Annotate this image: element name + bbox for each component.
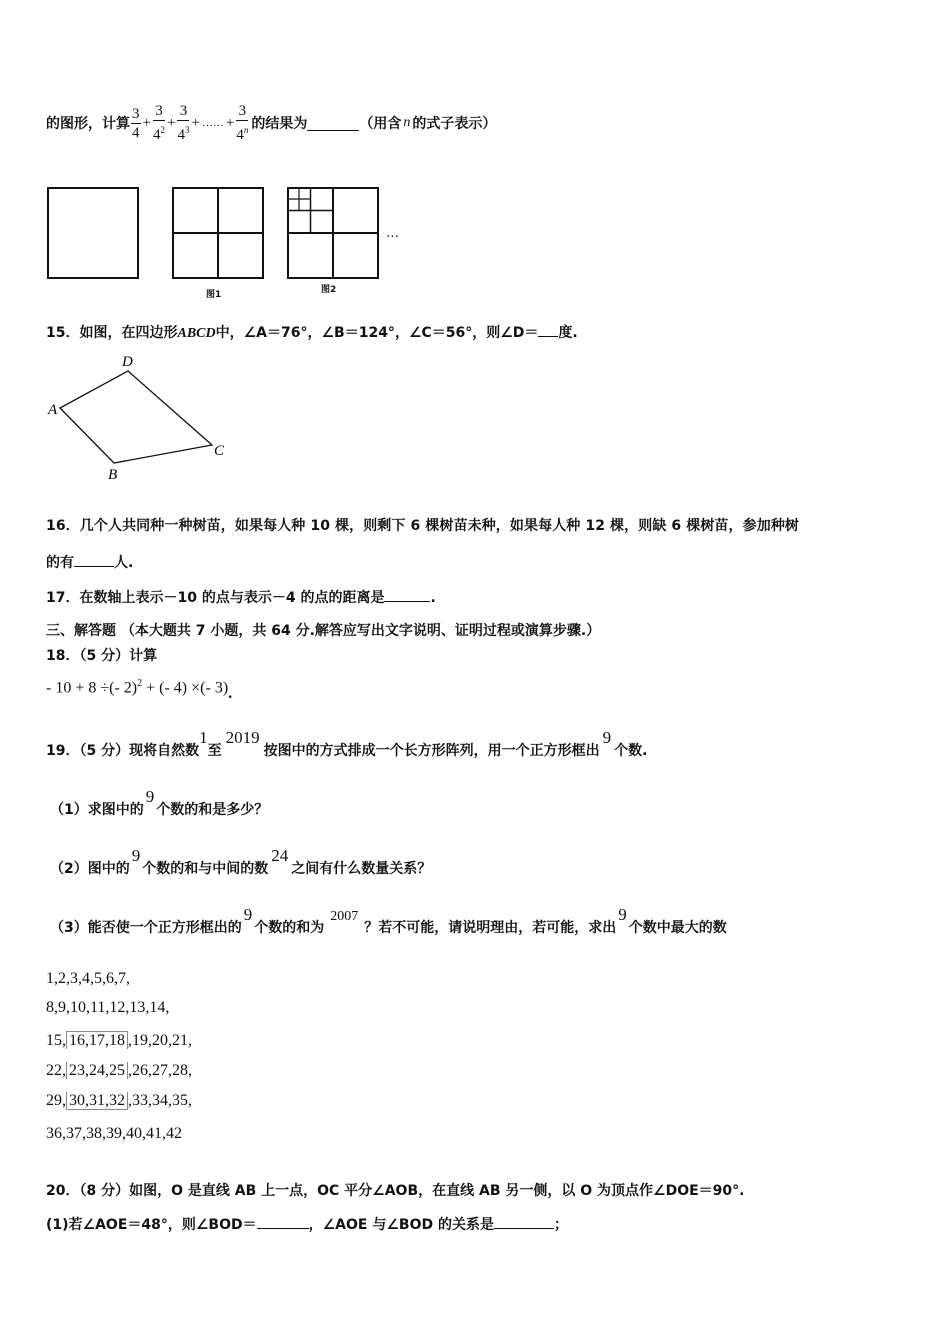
q16-line-1: 16．几个人共同种一种树苗，如果每人种 10 棵，则剩下 6 棵树苗未种，如果每人种 12 棵，则缺 6 棵树苗，参加种树 — [46, 518, 800, 534]
array-row-6: 36,37,38,39,40,41,42 — [46, 1125, 182, 1142]
angle-c: ∠C＝56° — [408, 325, 473, 341]
figure-caption-1: 图1 — [206, 290, 222, 300]
q14-answer-blank — [307, 116, 359, 131]
q20-relation-blank — [494, 1214, 554, 1229]
vertex-label-c: C — [214, 443, 225, 459]
fraction-2: $\frac{3}{4^2}$ — [152, 103, 165, 143]
figure-continuation-dots: … — [386, 226, 399, 241]
array-row-3: 15, 16,17,18 ,19,20,21, — [46, 1032, 192, 1049]
q15-line: 15．如图，在四边形ABCD中，∠A＝76°，∠B＝124°，∠C＝56°，则∠D＝ 度. — [46, 322, 578, 342]
array-row-1: 1,2,3,4,5,6,7, — [46, 970, 130, 987]
q19-part-1: （1）求图中的9个数的和是多少？ — [50, 787, 269, 818]
array-row-5: 29, 30,31,32 ,33,34,35, — [46, 1092, 192, 1109]
q20-part-1: (1)若∠AOE＝48°，则∠BOD＝ ，∠AOE 与∠BOD 的关系是 ； — [46, 1214, 568, 1234]
angle-a: ∠A＝76° — [243, 325, 308, 341]
q19-part-2: （2）图中的9个数的和与中间的数24之间有什么数量关系？ — [50, 846, 432, 877]
vertex-label-a: A — [48, 402, 58, 418]
number-2007: 2007 — [330, 909, 359, 924]
framed-numbers-row-3: 30,31,32 — [66, 1092, 128, 1110]
q17-line: 17．在数轴上表示－10 的点与表示－4 的点的距离是 . — [46, 587, 436, 607]
section-3-heading: 三、解答题 （本大题共 7 小题，共 64 分.解答应写出文字说明、证明过程或演算步骤.） — [46, 623, 601, 639]
q14-squares-figure — [40, 182, 420, 304]
number-9: 9 — [602, 728, 612, 747]
quadrilateral-shape — [60, 371, 212, 463]
fraction-n: $\frac{3}{4^n}$ — [236, 103, 249, 143]
array-row-4: 22, 23,24,25 ,26,27,28, — [46, 1062, 192, 1079]
square-figure-1 — [173, 188, 263, 278]
q18-expression: - 10 + 8 ÷(- 2)$^2$ + (- 4) ×(- 3). — [46, 678, 233, 703]
q14-suffix: 的结果为 — [251, 116, 308, 132]
q16-line-2: 的有 人. — [46, 552, 133, 572]
number-2019: 2019 — [225, 728, 260, 747]
framed-numbers-row-1: 16,17,18 — [66, 1031, 128, 1049]
quadrilateral-abcd-figure — [40, 350, 240, 485]
q15-answer-blank — [538, 322, 558, 337]
q17-answer-blank — [384, 587, 430, 602]
array-row-2: 8,9,10,11,12,13,14, — [46, 999, 170, 1016]
framed-numbers-row-2: 23,24,25 — [66, 1062, 128, 1079]
angle-b: ∠B＝124° — [321, 325, 395, 341]
q14-line: 的图形，计算 $\frac{3}{4}$ + $\frac{3}{4^2}$ + $\frac{3}{4^3}$ + …… + $\frac{3}{4^n}$ 的结果为 （用含 n 的式子表示） — [46, 103, 497, 143]
fraction-3: $\frac{3}{4^3}$ — [177, 103, 190, 143]
square-figure-0 — [48, 188, 138, 278]
q14-prefix: 的图形，计算 — [46, 116, 130, 132]
q16-answer-blank — [74, 552, 114, 567]
number-1: 1 — [199, 728, 208, 747]
q20-title: 20．（8 分）如图，O 是直线 AB 上一点，OC 平分∠AOB，在直线 AB 另一侧，以 O 为顶点作∠DOE＝90°. — [46, 1183, 745, 1199]
q20-bod-blank — [257, 1214, 309, 1229]
number-24: 24 — [271, 846, 289, 865]
q19-line: 19．（5 分）现将自然数1至2019按图中的方式排成一个长方形阵列，用一个正方形框出9个数. — [46, 728, 648, 759]
fraction-1: $\frac{3}{4}$ — [132, 105, 140, 141]
square-figure-2 — [288, 188, 378, 278]
q19-part-3: （3）能否使一个正方形框出的9个数的和为2007？若不可能，请说明理由，若可能，求出9个数中最大的数 — [50, 905, 727, 936]
q18-title: 18．（5 分）计算 — [46, 648, 158, 664]
vertex-label-d: D — [122, 354, 133, 370]
figure-caption-2: 图2 — [321, 285, 337, 295]
vertex-label-b: B — [108, 467, 118, 483]
